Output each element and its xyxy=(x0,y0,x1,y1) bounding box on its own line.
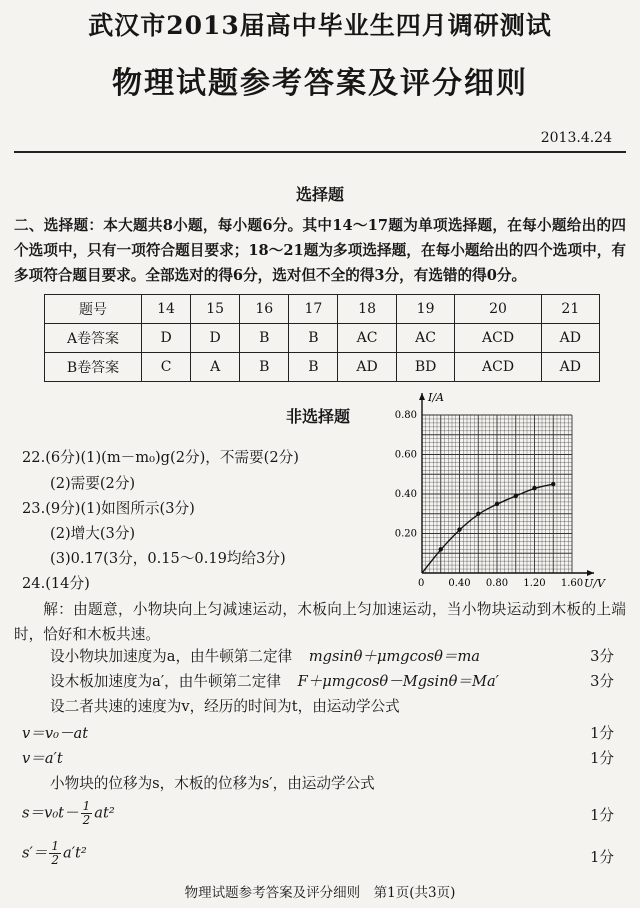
answer-table-cell: B xyxy=(240,324,289,353)
iu-graph xyxy=(384,392,624,592)
answer-table-cell: AD xyxy=(338,353,396,382)
y-tick-label: 0.80 xyxy=(394,410,417,421)
q24-step2-score: 3分 xyxy=(590,673,614,690)
header-divider xyxy=(14,151,626,153)
fraction-half: $\frac{1}{2}$ xyxy=(51,839,60,867)
exam-title: 武汉市2013届高中毕业生四月调研测试 xyxy=(88,11,552,40)
answer-table-cell: D xyxy=(191,324,240,353)
data-point xyxy=(495,502,499,506)
q24-step1: 设小物块加速度为a，由牛顿第二定律 mgsinθ＋μmgcosθ＝ma xyxy=(50,648,480,665)
answer-table-cell: ACD xyxy=(455,324,541,353)
data-point xyxy=(532,486,536,490)
answer-table-cell: 18 xyxy=(338,295,396,324)
answer-table xyxy=(44,294,600,382)
x-tick-label: 0.80 xyxy=(485,578,509,589)
x-axis-arrow xyxy=(587,570,594,576)
y-tick-label: 0.40 xyxy=(394,489,417,500)
q24-header: 24.(14分) xyxy=(22,575,90,592)
data-point xyxy=(457,527,461,531)
q22-answer-line1: 22.(6分)(1)(m－m₀)g(2分)，不需要(2分) xyxy=(22,449,299,466)
q24-step1-score: 3分 xyxy=(590,648,614,665)
data-point xyxy=(551,482,555,486)
answer-table-cell: AD xyxy=(541,353,599,382)
q24-intro: 解：由题意，小物块向上匀减速运动，木板向上匀加速运动，当小物块运动到木板的上端时，恰好和木板共速。 xyxy=(14,601,626,643)
answer-table-cell: B xyxy=(289,324,338,353)
answer-table-cell: 15 xyxy=(191,295,240,324)
x-axis-label: U/V xyxy=(584,577,605,590)
document-title: 物理试题参考答案及评分细则 xyxy=(112,66,528,101)
q24-equation4-score: 1分 xyxy=(590,849,614,866)
fraction-half: $\frac{1}{2}$ xyxy=(82,799,91,827)
q23-answer-line3: (3)0.17(3分，0.15～0.19均给3分) xyxy=(50,550,286,567)
x-tick-label: 0.40 xyxy=(448,578,471,589)
data-point xyxy=(476,512,480,516)
answer-table-cell: 19 xyxy=(396,295,455,324)
q24-equation1: v＝v₀－at xyxy=(22,725,89,742)
answer-table-row-label: A卷答案 xyxy=(45,324,142,353)
choice-instructions: 二、选择题：本大题共8小题，每小题6分。其中14～17题为单项选择题，在每小题给出的四个选项中，只有一项符合题目要求；18～21题为多项选择题，在每小题给出的四个选项中，有多项符合题目要求。全部选对的得6分，选对但不全的得3分，有选错的得0分。 xyxy=(14,217,626,284)
q24-equation1-score: 1分 xyxy=(590,725,614,742)
q23-answer-line2: (2)增大(3分) xyxy=(50,525,136,542)
answer-table-row xyxy=(45,353,600,382)
data-point xyxy=(514,494,518,498)
q24-step2-equation: F＋μmgcosθ－Mgsinθ＝Ma′ xyxy=(297,673,499,690)
x-tick-label: 1.20 xyxy=(523,578,546,589)
origin-label: 0 xyxy=(418,578,425,589)
answer-table-cell: C xyxy=(142,353,191,382)
page-footer: 物理试题参考答案及评分细则 第1页(共3页) xyxy=(184,885,456,901)
answer-table-cell: 14 xyxy=(142,295,191,324)
q24-step2: 设木板加速度为a′，由牛顿第二定律 F＋μmgcosθ－Mgsinθ＝Ma′ xyxy=(50,673,499,690)
answer-table-cell: B xyxy=(289,353,338,382)
q24-equation3-score: 1分 xyxy=(590,807,614,824)
answer-table-cell: AC xyxy=(396,324,455,353)
x-tick-label: 1.60 xyxy=(560,578,584,589)
answer-table-cell: AD xyxy=(541,324,599,353)
q23-answer-line1: 23.(9分)(1)如图所示(3分) xyxy=(22,500,195,517)
answer-table-cell: 21 xyxy=(541,295,599,324)
answer-table-cell: 17 xyxy=(289,295,338,324)
answer-table-row-label: 题号 xyxy=(45,295,142,324)
answer-table-cell: BD xyxy=(396,353,455,382)
q22-answer-line2: (2)需要(2分) xyxy=(50,475,136,492)
q24-step4: 小物块的位移为s，木板的位移为s′，由运动学公式 xyxy=(50,775,375,792)
answer-table-cell: 16 xyxy=(240,295,289,324)
section-heading-nonchoice: 非选择题 xyxy=(286,407,351,426)
answer-table-cell: A xyxy=(191,353,240,382)
y-tick-label: 0.60 xyxy=(394,449,417,461)
answer-table-cell: AC xyxy=(338,324,396,353)
answer-table-row xyxy=(45,324,600,353)
answer-table-row-label: B卷答案 xyxy=(45,353,142,382)
answer-table-cell: B xyxy=(240,353,289,382)
document-date: 2013.4.24 xyxy=(540,130,612,146)
data-point xyxy=(439,547,443,551)
y-tick-label: 0.20 xyxy=(394,528,417,540)
q24-step3: 设二者共速的速度为v，经历的时间为t，由运动学公式 xyxy=(50,698,400,715)
answer-table-cell: D xyxy=(142,324,191,353)
answer-table-header-row xyxy=(45,295,600,324)
iu-curve xyxy=(422,484,553,573)
q24-equation2: v＝a′t xyxy=(22,750,63,767)
answer-table-cell: ACD xyxy=(455,353,541,382)
section-heading-choice: 选择题 xyxy=(295,185,344,204)
y-axis-label: I/A xyxy=(428,392,444,404)
q24-equation2-score: 1分 xyxy=(590,750,614,767)
q24-equation3: s＝v₀t－ $\frac{1}{2}$ at² xyxy=(22,799,115,827)
answer-table-cell: 20 xyxy=(455,295,541,324)
q24-equation4: s′＝ $\frac{1}{2}$ a′t² xyxy=(22,839,87,867)
y-axis-arrow xyxy=(419,393,425,400)
q24-step1-equation: mgsinθ＋μmgcosθ＝ma xyxy=(308,648,480,665)
